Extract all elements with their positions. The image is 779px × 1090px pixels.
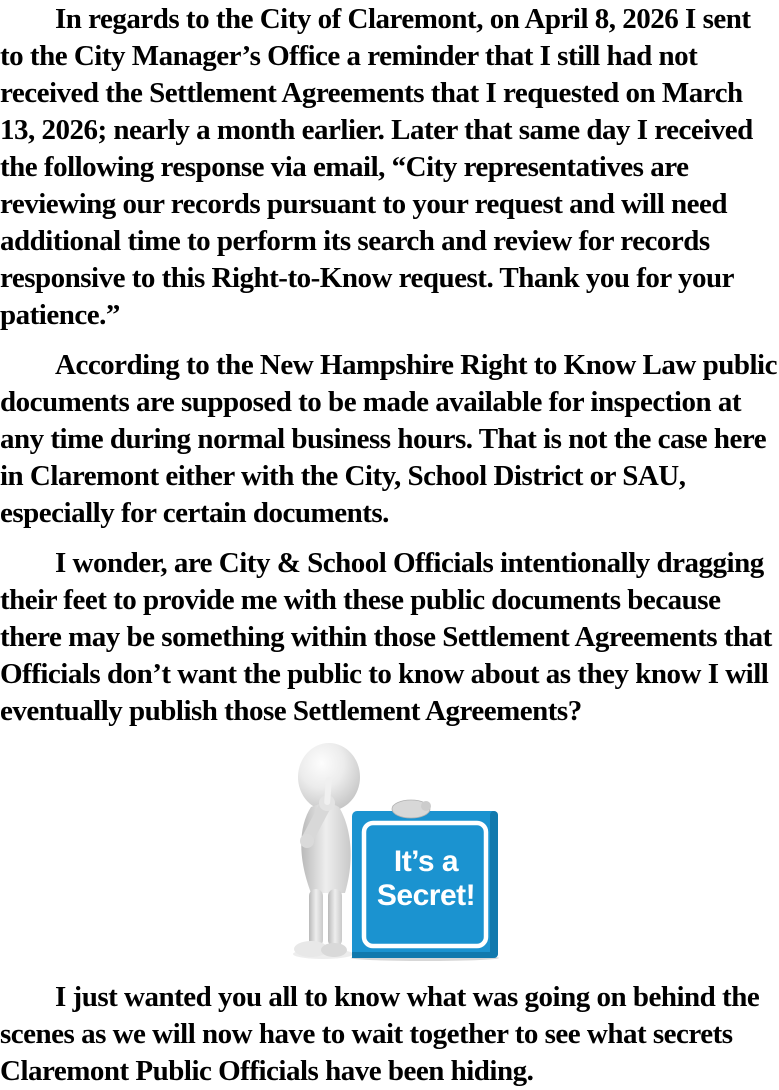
text-line: I wonder, are City & School Officials intentionally dragging (55, 547, 764, 579)
paragraph (0, 545, 779, 730)
text-line: Officials don’t want the public to know about as they know I will (0, 658, 769, 690)
sign-text-line2: Secret! (376, 879, 476, 912)
shushing-figure-and-sign-graphic (285, 743, 500, 961)
text-line: scenes as we will now have to wait together to see what secrets (0, 1018, 733, 1050)
text-line: eventually publish those Settlement Agreements? (0, 695, 582, 727)
text-line: there may be something within those Settlement Agreements that (0, 621, 772, 653)
text-line: any time during normal business hours. That is not the case here (0, 423, 767, 455)
shushing-figure-icon (294, 743, 360, 957)
text-line: In regards to the City of Claremont, on April 8, 2026 I sent (55, 3, 751, 35)
paragraph (0, 347, 779, 532)
text-line: to the City Manager’s Office a reminder that I still had not (0, 40, 698, 72)
text-line: especially for certain documents. (0, 497, 389, 529)
sign-bottom-edge (352, 952, 493, 958)
text-line: reviewing our records pursuant to your request and will need (0, 188, 728, 220)
text-line: additional time to perform its search and review for records (0, 225, 710, 257)
sign-edge (490, 811, 498, 958)
paragraph (0, 979, 779, 1090)
paragraph (0, 1, 779, 334)
text-line: responsive to this Right-to-Know request. Thank you for your (0, 262, 735, 294)
sign-text-line1: It’s a (393, 845, 459, 878)
text-line: According to the New Hampshire Right to Know Law public (55, 349, 777, 381)
text-line: in Claremont either with the City, School District or SAU, (0, 460, 686, 492)
its-a-secret-illustration (285, 743, 500, 961)
text-line: their feet to provide me with these public documents because (0, 584, 721, 616)
text-line: Claremont Public Officials have been hiding. (0, 1055, 534, 1087)
text-line: received the Settlement Agreements that I requested on March (0, 77, 743, 109)
text-line: patience.” (0, 299, 120, 331)
text-line: 13, 2026; nearly a month earlier. Later that same day I received (0, 114, 753, 146)
text-line: I just wanted you all to know what was going on behind the (55, 981, 760, 1013)
text-line: the following response via email, “City representatives are (0, 151, 689, 183)
text-line: documents are supposed to be made available for inspection at (0, 386, 741, 418)
secret-sign (352, 800, 498, 958)
